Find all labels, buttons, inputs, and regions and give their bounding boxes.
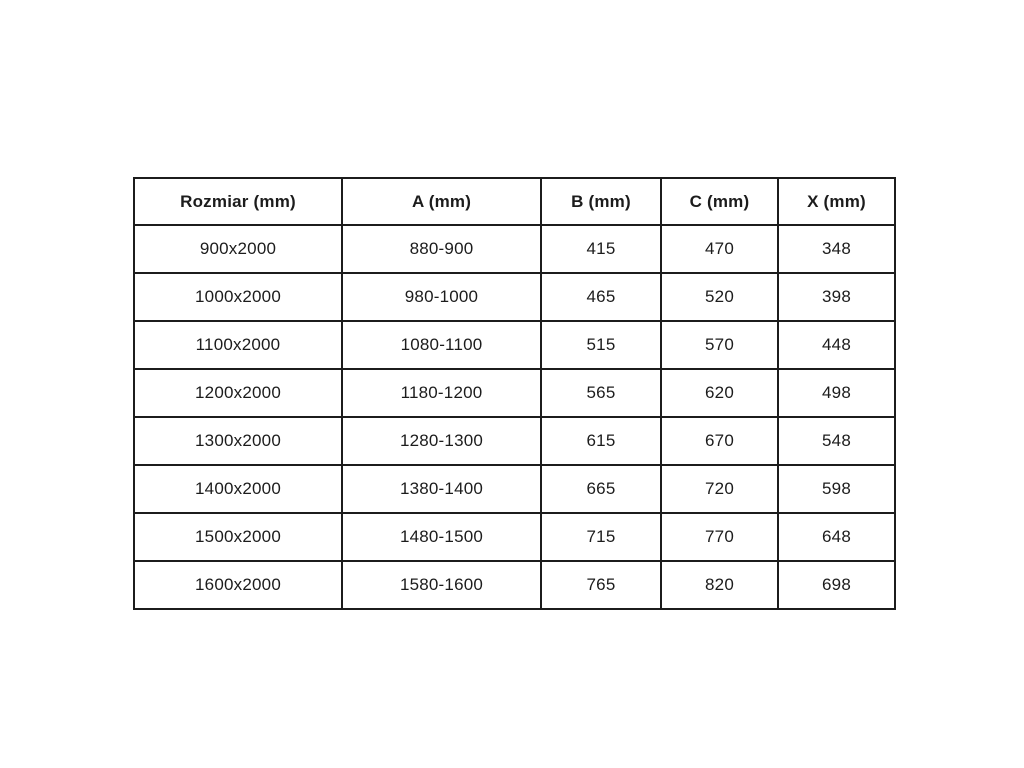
table-cell: 900x2000 — [134, 225, 342, 273]
table-cell: 1000x2000 — [134, 273, 342, 321]
table-header-row — [134, 178, 895, 225]
table-cell: 765 — [541, 561, 661, 609]
table-row — [134, 417, 895, 465]
table-cell: 1180-1200 — [342, 369, 541, 417]
table-cell: 620 — [661, 369, 778, 417]
table-cell: 1580-1600 — [342, 561, 541, 609]
table-row — [134, 225, 895, 273]
size-dimensions-table — [133, 177, 896, 610]
table-row — [134, 273, 895, 321]
table-cell: 498 — [778, 369, 895, 417]
table-cell: 548 — [778, 417, 895, 465]
table-cell: 520 — [661, 273, 778, 321]
table-cell: 820 — [661, 561, 778, 609]
table-row — [134, 369, 895, 417]
table-row — [134, 561, 895, 609]
table-body — [134, 225, 895, 609]
table-cell: 570 — [661, 321, 778, 369]
table-cell: 1300x2000 — [134, 417, 342, 465]
table-row — [134, 465, 895, 513]
table-cell: 470 — [661, 225, 778, 273]
table-cell: 648 — [778, 513, 895, 561]
table-cell: 698 — [778, 561, 895, 609]
table-row — [134, 513, 895, 561]
table-row — [134, 321, 895, 369]
table-cell: 1080-1100 — [342, 321, 541, 369]
table-header — [134, 178, 895, 225]
table-cell: 880-900 — [342, 225, 541, 273]
table-cell: 1280-1300 — [342, 417, 541, 465]
table-cell: 665 — [541, 465, 661, 513]
table-cell: 398 — [778, 273, 895, 321]
column-header-b: B (mm) — [541, 178, 661, 225]
table-cell: 720 — [661, 465, 778, 513]
table-cell: 1500x2000 — [134, 513, 342, 561]
table-cell: 515 — [541, 321, 661, 369]
table-cell: 1200x2000 — [134, 369, 342, 417]
table-cell: 770 — [661, 513, 778, 561]
table-cell: 615 — [541, 417, 661, 465]
table-cell: 565 — [541, 369, 661, 417]
table-cell: 1380-1400 — [342, 465, 541, 513]
column-header-rozmiar: Rozmiar (mm) — [134, 178, 342, 225]
table-cell: 980-1000 — [342, 273, 541, 321]
column-header-c: C (mm) — [661, 178, 778, 225]
table-cell: 715 — [541, 513, 661, 561]
table-cell: 448 — [778, 321, 895, 369]
table-cell: 598 — [778, 465, 895, 513]
table-cell: 1600x2000 — [134, 561, 342, 609]
column-header-a: A (mm) — [342, 178, 541, 225]
table-cell: 1480-1500 — [342, 513, 541, 561]
table-cell: 348 — [778, 225, 895, 273]
table-cell: 1400x2000 — [134, 465, 342, 513]
table-cell: 465 — [541, 273, 661, 321]
table-cell: 415 — [541, 225, 661, 273]
table-cell: 1100x2000 — [134, 321, 342, 369]
table-cell: 670 — [661, 417, 778, 465]
column-header-x: X (mm) — [778, 178, 895, 225]
